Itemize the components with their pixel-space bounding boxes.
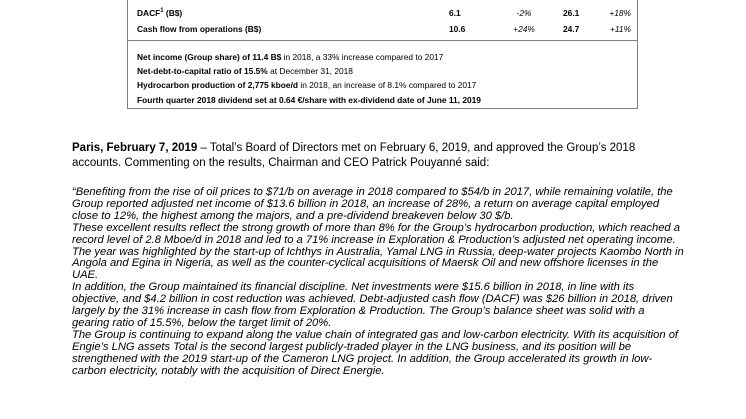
dateline: Paris, February 7, 2019 xyxy=(72,142,198,154)
highlight-item: Fourth quarter 2018 dividend set at 0.64 €/share with ex-dividend date of June 11, 2019 xyxy=(137,94,481,105)
quote-paragraph: In addition, the Group maintained its financial discipline. Net investments were $15.6 billion in 2018, in line with its objective, and $4.2 billion in cost reduction was achieved. Debt-adjusted cash flow (DACF) was $26 billion in 2018, driven largely by the 31% increase in cash flow from Exploration & Production. The Group’s balance sheet was solid with a gearing ratio of 15.5%, below the target limit of 20%. xyxy=(72,281,673,329)
q4-value: 10.6 xyxy=(449,24,466,34)
quote-paragraph: The Group is continuing to expand along the value chain of integrated gas and low-carbon electricity. With its acquisition of Engie’s LNG assets Total is the second largest publicly-traded player in the LNG business, and its position will be strengthened with the 2019 start-up of the Cameron LNG project. In addition, the Group accelerated its growth in low-carbon electricity, notably with the acquisition of Direct Energie. xyxy=(72,328,679,377)
q4-value: 6.1 xyxy=(449,8,461,18)
highlights-list xyxy=(137,50,481,107)
highlight-item: Net-debt-to-capital ratio of 15.5% at December 31, 2018 xyxy=(137,66,353,77)
highlights-box xyxy=(127,0,638,109)
highlight-item: Hydrocarbon production of 2,775 kboe/d in 2018, an increase of 8.1% compared to 2017 xyxy=(137,80,477,91)
row-label: DACF$^1$ (B$) xyxy=(137,8,183,18)
ceo-quote xyxy=(72,187,684,378)
year-value: 26.1 xyxy=(563,8,580,18)
table-row xyxy=(128,8,637,23)
row-label: Cash flow from operations (B$) xyxy=(137,24,262,34)
highlight-item: Net income (Group share) of 11.4 B$ in 2018, a 33% increase compared to 2017 xyxy=(137,52,444,62)
year-change: +11% xyxy=(609,24,631,34)
table-divider xyxy=(128,40,637,41)
q4-change: -2% xyxy=(516,8,532,18)
table-row xyxy=(128,24,637,39)
quote-paragraph: “Benefiting from the rise of oil prices to $71/b on average in 2018 compared to $54/b in 2017, while remaining volatile, the Group reported adjusted net income of $13.6 billion in 2018, an increase of 28%, a return on average capital employed close to 12%, the highest among the majors, and a pre-dividend breakeven below 30 $/b. xyxy=(72,186,673,222)
intro-paragraph: Paris, February 7, 2019 – Total’s Board of Directors met on February 6, 2019, and approved the Group’s 2018 accounts. Commenting on the results, Chairman and CEO Patrick Pouyanné said: xyxy=(72,142,636,169)
year-change: +18% xyxy=(609,8,631,18)
q4-change: +24% xyxy=(513,24,535,34)
quote-paragraph: These excellent results reflect the strong growth of more than 8% for the Group’s hydrocarbon production, which reached a record level of 2.8 Mboe/d in 2018 and led to a 71% increase in Exploration & Production’s adjusted net operating income. The year was highlighted by the start-up of Ichthys in Australia, Yamal LNG in Russia, deep-water projects Kaombo North in Angola and Egina in Nigeria, as well as the counter-cyclical acquisitions of Maersk Oil and new offshore licenses in the UAE. xyxy=(72,221,684,282)
year-value: 24.7 xyxy=(563,24,580,34)
